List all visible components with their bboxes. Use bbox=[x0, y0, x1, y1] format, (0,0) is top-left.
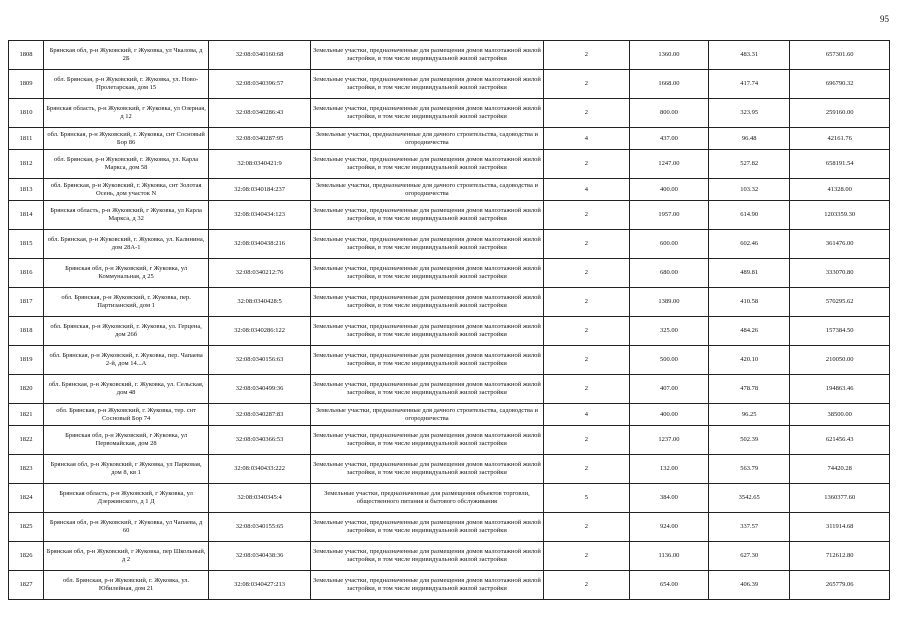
address-cell: обл. Брянская, р-н Жуковский, г. Жуковка, тер. снт Сосновый Бор 74 bbox=[44, 404, 209, 426]
land-use-cell: Земельные участки, предназначенные для размещения домов малоэтажной жилой застройки, в том числе индивидуальной жилой застройки bbox=[310, 455, 543, 484]
page-number: 95 bbox=[880, 14, 889, 24]
row-number-cell: 1826 bbox=[9, 542, 44, 571]
group-cell: 2 bbox=[543, 288, 629, 317]
address-cell: Брянская обл, р-н Жуковский, г Жуковка, ул Первомайская, дом 28 bbox=[44, 426, 209, 455]
cadastral-value-cell: 712612.80 bbox=[790, 542, 890, 571]
area-cell: 132.00 bbox=[629, 455, 708, 484]
unit-value-cell: 602.46 bbox=[709, 230, 790, 259]
unit-value-cell: 406.39 bbox=[709, 571, 790, 600]
cadastral-value-cell: 1360377.60 bbox=[790, 484, 890, 513]
land-use-cell: Земельные участки, предназначенные для дачного строительства, садоводства и огородничества bbox=[310, 179, 543, 201]
row-number-cell: 1809 bbox=[9, 70, 44, 99]
cadastral-value-cell: 194863.46 bbox=[790, 375, 890, 404]
area-cell: 924.00 bbox=[629, 513, 708, 542]
cadastral-value-cell: 38500.00 bbox=[790, 404, 890, 426]
cadastral-number-cell: 32:08:0340287:83 bbox=[209, 404, 311, 426]
cadastral-value-cell: 41328.00 bbox=[790, 179, 890, 201]
land-use-cell: Земельные участки, предназначенные для размещения домов малоэтажной жилой застройки, в том числе индивидуальной жилой застройки bbox=[310, 346, 543, 375]
land-use-cell: Земельные участки, предназначенные для размещения домов малоэтажной жилой застройки, в том числе индивидуальной жилой застройки bbox=[310, 375, 543, 404]
group-cell: 2 bbox=[543, 426, 629, 455]
cadastral-value-cell: 210050.00 bbox=[790, 346, 890, 375]
group-cell: 2 bbox=[543, 375, 629, 404]
group-cell: 2 bbox=[543, 99, 629, 128]
group-cell: 2 bbox=[543, 455, 629, 484]
area-cell: 1389.00 bbox=[629, 288, 708, 317]
row-number-cell: 1821 bbox=[9, 404, 44, 426]
row-number-cell: 1818 bbox=[9, 317, 44, 346]
address-cell: Брянская обл, р-н Жуковский, г Жуковка, ул Чкалова, д 2Б bbox=[44, 41, 209, 70]
group-cell: 2 bbox=[543, 542, 629, 571]
group-cell: 2 bbox=[543, 41, 629, 70]
area-cell: 1136.00 bbox=[629, 542, 708, 571]
area-cell: 500.00 bbox=[629, 346, 708, 375]
area-cell: 1247.00 bbox=[629, 150, 708, 179]
table-row bbox=[9, 317, 890, 346]
address-cell: обл. Брянская, р-н Жуковский, г. Жуковка, снт Золотая Осень, дом участок N bbox=[44, 179, 209, 201]
cadastral-number-cell: 32:08:0340421:9 bbox=[209, 150, 311, 179]
row-number-cell: 1827 bbox=[9, 571, 44, 600]
address-cell: Брянская обл, р-н Жуковский, г Жуковка, ул Коммунальная, д 25 bbox=[44, 259, 209, 288]
address-cell: Брянская обл, р-н Жуковский, г Жуковка, пер Школьный, д 2 bbox=[44, 542, 209, 571]
area-cell: 1957.00 bbox=[629, 201, 708, 230]
address-cell: обл. Брянская, р-н Жуковский, г. Жуковка, ул. Юбилейная, дом 21 bbox=[44, 571, 209, 600]
table-row bbox=[9, 41, 890, 70]
unit-value-cell: 563.79 bbox=[709, 455, 790, 484]
cadastral-value-cell: 74420.28 bbox=[790, 455, 890, 484]
land-use-cell: Земельные участки, предназначенные для размещения объектов торговли, общественного питания и бытового обслуживания bbox=[310, 484, 543, 513]
cadastral-value-cell: 696790.32 bbox=[790, 70, 890, 99]
cadastral-number-cell: 32:08:0340156:63 bbox=[209, 346, 311, 375]
address-cell: обл. Брянская, р-н Жуковский, г. Жуковка, пер. Партизанский, дом 1 bbox=[44, 288, 209, 317]
cadastral-number-cell: 32:08:0340434:123 bbox=[209, 201, 311, 230]
row-number-cell: 1810 bbox=[9, 99, 44, 128]
cadastral-number-cell: 32:08:0340438:36 bbox=[209, 542, 311, 571]
group-cell: 4 bbox=[543, 179, 629, 201]
row-number-cell: 1822 bbox=[9, 426, 44, 455]
cadastral-number-cell: 32:08:0340184:237 bbox=[209, 179, 311, 201]
unit-value-cell: 410.58 bbox=[709, 288, 790, 317]
unit-value-cell: 3542.65 bbox=[709, 484, 790, 513]
area-cell: 325.00 bbox=[629, 317, 708, 346]
cadastral-number-cell: 32:08:0340345:4 bbox=[209, 484, 311, 513]
table-row bbox=[9, 484, 890, 513]
row-number-cell: 1816 bbox=[9, 259, 44, 288]
cadastral-value-cell: 657301.60 bbox=[790, 41, 890, 70]
row-number-cell: 1825 bbox=[9, 513, 44, 542]
land-use-cell: Земельные участки, предназначенные для размещения домов малоэтажной жилой застройки, в том числе индивидуальной жилой застройки bbox=[310, 99, 543, 128]
cadastral-number-cell: 32:08:0340287:95 bbox=[209, 128, 311, 150]
row-number-cell: 1812 bbox=[9, 150, 44, 179]
group-cell: 5 bbox=[543, 484, 629, 513]
cadastral-number-cell: 32:08:0340155:65 bbox=[209, 513, 311, 542]
address-cell: Брянская область, р-н Жуковский, г Жуковка, ул Дзержинского, д 1 Д bbox=[44, 484, 209, 513]
table-row bbox=[9, 150, 890, 179]
unit-value-cell: 483.31 bbox=[709, 41, 790, 70]
row-number-cell: 1808 bbox=[9, 41, 44, 70]
unit-value-cell: 337.57 bbox=[709, 513, 790, 542]
cadastral-value-cell: 311914.68 bbox=[790, 513, 890, 542]
cadastral-number-cell: 32:08:0340212:76 bbox=[209, 259, 311, 288]
land-use-cell: Земельные участки, предназначенные для размещения домов малоэтажной жилой застройки, в том числе индивидуальной жилой застройки bbox=[310, 513, 543, 542]
land-use-cell: Земельные участки, предназначенные для размещения домов малоэтажной жилой застройки, в том числе индивидуальной жилой застройки bbox=[310, 201, 543, 230]
table-row bbox=[9, 571, 890, 600]
land-use-cell: Земельные участки, предназначенные для размещения домов малоэтажной жилой застройки, в том числе индивидуальной жилой застройки bbox=[310, 230, 543, 259]
row-number-cell: 1817 bbox=[9, 288, 44, 317]
row-number-cell: 1815 bbox=[9, 230, 44, 259]
area-cell: 1360.00 bbox=[629, 41, 708, 70]
unit-value-cell: 527.82 bbox=[709, 150, 790, 179]
address-cell: обл. Брянская, р-н Жуковский, г. Жуковка, ул. Карла Маркса, дом 58 bbox=[44, 150, 209, 179]
land-use-cell: Земельные участки, предназначенные для размещения домов малоэтажной жилой застройки, в том числе индивидуальной жилой застройки bbox=[310, 317, 543, 346]
land-use-cell: Земельные участки, предназначенные для размещения домов малоэтажной жилой застройки, в том числе индивидуальной жилой застройки bbox=[310, 571, 543, 600]
cadastral-number-cell: 32:08:0340433:222 bbox=[209, 455, 311, 484]
area-cell: 407.00 bbox=[629, 375, 708, 404]
cadastral-number-cell: 32:08:0340286:43 bbox=[209, 99, 311, 128]
cadastral-value-cell: 265779.06 bbox=[790, 571, 890, 600]
unit-value-cell: 96.25 bbox=[709, 404, 790, 426]
cadastral-value-cell: 570295.62 bbox=[790, 288, 890, 317]
table-row bbox=[9, 201, 890, 230]
land-use-cell: Земельные участки, предназначенные для дачного строительства, садоводства и огородничества bbox=[310, 404, 543, 426]
cadastral-value-cell: 259160.00 bbox=[790, 99, 890, 128]
row-number-cell: 1820 bbox=[9, 375, 44, 404]
address-cell: обл. Брянская, р-н Жуковский, г. Жуковка, ул. Калинина, дом 28А-1 bbox=[44, 230, 209, 259]
table-row bbox=[9, 455, 890, 484]
table-row bbox=[9, 99, 890, 128]
area-cell: 1237.00 bbox=[629, 426, 708, 455]
group-cell: 2 bbox=[543, 150, 629, 179]
area-cell: 680.00 bbox=[629, 259, 708, 288]
area-cell: 654.00 bbox=[629, 571, 708, 600]
cadastral-number-cell: 32:08:0340160:68 bbox=[209, 41, 311, 70]
area-cell: 400.00 bbox=[629, 179, 708, 201]
cadastral-number-cell: 32:08:0340499:36 bbox=[209, 375, 311, 404]
land-use-cell: Земельные участки, предназначенные для размещения домов малоэтажной жилой застройки, в том числе индивидуальной жилой застройки bbox=[310, 150, 543, 179]
row-number-cell: 1811 bbox=[9, 128, 44, 150]
cadastral-value-cell: 333070.80 bbox=[790, 259, 890, 288]
group-cell: 4 bbox=[543, 128, 629, 150]
group-cell: 2 bbox=[543, 513, 629, 542]
row-number-cell: 1823 bbox=[9, 455, 44, 484]
table-row bbox=[9, 404, 890, 426]
group-cell: 2 bbox=[543, 230, 629, 259]
unit-value-cell: 614.90 bbox=[709, 201, 790, 230]
land-use-cell: Земельные участки, предназначенные для размещения домов малоэтажной жилой застройки, в том числе индивидуальной жилой застройки bbox=[310, 288, 543, 317]
area-cell: 800.00 bbox=[629, 99, 708, 128]
table-row bbox=[9, 542, 890, 571]
table-row bbox=[9, 70, 890, 99]
land-use-cell: Земельные участки, предназначенные для дачного строительства, садоводства и огородничества bbox=[310, 128, 543, 150]
address-cell: обл. Брянская, р-н Жуковский, г. Жуковка, ул. Герцена, дом 26б bbox=[44, 317, 209, 346]
cadastral-number-cell: 32:08:0340366:53 bbox=[209, 426, 311, 455]
unit-value-cell: 627.30 bbox=[709, 542, 790, 571]
group-cell: 2 bbox=[543, 317, 629, 346]
row-number-cell: 1824 bbox=[9, 484, 44, 513]
area-cell: 1668.00 bbox=[629, 70, 708, 99]
cadastral-number-cell: 32:08:0340438:216 bbox=[209, 230, 311, 259]
table-row bbox=[9, 128, 890, 150]
table-row bbox=[9, 375, 890, 404]
unit-value-cell: 417.74 bbox=[709, 70, 790, 99]
cadastral-value-cell: 658191.54 bbox=[790, 150, 890, 179]
cadastral-value-cell: 1203359.30 bbox=[790, 201, 890, 230]
unit-value-cell: 489.81 bbox=[709, 259, 790, 288]
unit-value-cell: 323.95 bbox=[709, 99, 790, 128]
address-cell: Брянская область, р-н Жуковский, г Жуковка, ул Озерная, д 12 bbox=[44, 99, 209, 128]
table-row bbox=[9, 230, 890, 259]
land-use-cell: Земельные участки, предназначенные для размещения домов малоэтажной жилой застройки, в том числе индивидуальной жилой застройки bbox=[310, 70, 543, 99]
group-cell: 2 bbox=[543, 201, 629, 230]
unit-value-cell: 103.32 bbox=[709, 179, 790, 201]
land-use-cell: Земельные участки, предназначенные для размещения домов малоэтажной жилой застройки, в том числе индивидуальной жилой застройки bbox=[310, 426, 543, 455]
table-row bbox=[9, 513, 890, 542]
row-number-cell: 1819 bbox=[9, 346, 44, 375]
row-number-cell: 1813 bbox=[9, 179, 44, 201]
table-body bbox=[9, 41, 890, 600]
land-use-cell: Земельные участки, предназначенные для размещения домов малоэтажной жилой застройки, в том числе индивидуальной жилой застройки bbox=[310, 542, 543, 571]
address-cell: Брянская обл, р-н Жуковский, г Жуковка, ул Чапаева, д 60 bbox=[44, 513, 209, 542]
address-cell: обл. Брянская, р-н Жуковский, г. Жуковка, ул. Ново-Пролетарская, дом 15 bbox=[44, 70, 209, 99]
address-cell: Брянская область, р-н Жуковский, г Жуковка, ул Карла Маркса, д 32 bbox=[44, 201, 209, 230]
cadastral-value-cell: 42161.76 bbox=[790, 128, 890, 150]
table-row bbox=[9, 179, 890, 201]
table-row bbox=[9, 426, 890, 455]
table-row bbox=[9, 259, 890, 288]
land-use-cell: Земельные участки, предназначенные для размещения домов малоэтажной жилой застройки, в том числе индивидуальной жилой застройки bbox=[310, 259, 543, 288]
land-plots-table bbox=[8, 40, 890, 600]
unit-value-cell: 478.78 bbox=[709, 375, 790, 404]
cadastral-number-cell: 32:08:0340427:213 bbox=[209, 571, 311, 600]
cadastral-number-cell: 32:08:0340428:5 bbox=[209, 288, 311, 317]
group-cell: 2 bbox=[543, 259, 629, 288]
unit-value-cell: 502.39 bbox=[709, 426, 790, 455]
address-cell: обл. Брянская, р-н Жуковский, г. Жуковка, снт Сосновый Бор 86 bbox=[44, 128, 209, 150]
unit-value-cell: 484.26 bbox=[709, 317, 790, 346]
table-row bbox=[9, 346, 890, 375]
unit-value-cell: 420.10 bbox=[709, 346, 790, 375]
cadastral-value-cell: 621456.43 bbox=[790, 426, 890, 455]
group-cell: 2 bbox=[543, 346, 629, 375]
cadastral-number-cell: 32:08:0340286:122 bbox=[209, 317, 311, 346]
address-cell: Брянская обл, р-н Жуковский, г Жуковка, ул Парковая, дом 8, кв 1 bbox=[44, 455, 209, 484]
area-cell: 400.00 bbox=[629, 404, 708, 426]
area-cell: 600.00 bbox=[629, 230, 708, 259]
row-number-cell: 1814 bbox=[9, 201, 44, 230]
table-row bbox=[9, 288, 890, 317]
group-cell: 2 bbox=[543, 70, 629, 99]
unit-value-cell: 96.48 bbox=[709, 128, 790, 150]
cadastral-value-cell: 361476.00 bbox=[790, 230, 890, 259]
area-cell: 437.00 bbox=[629, 128, 708, 150]
address-cell: обл. Брянская, р-н Жуковский, г. Жуковка, ул. Сельская, дом 48 bbox=[44, 375, 209, 404]
area-cell: 384.00 bbox=[629, 484, 708, 513]
group-cell: 4 bbox=[543, 404, 629, 426]
group-cell: 2 bbox=[543, 571, 629, 600]
cadastral-number-cell: 32:08:0340396:57 bbox=[209, 70, 311, 99]
cadastral-value-cell: 157384.50 bbox=[790, 317, 890, 346]
land-use-cell: Земельные участки, предназначенные для размещения домов малоэтажной жилой застройки, в том числе индивидуальной жилой застройки bbox=[310, 41, 543, 70]
address-cell: обл. Брянская, р-н Жуковский, г. Жуковка, пер. Чапаева 2-й, дом 14...А bbox=[44, 346, 209, 375]
